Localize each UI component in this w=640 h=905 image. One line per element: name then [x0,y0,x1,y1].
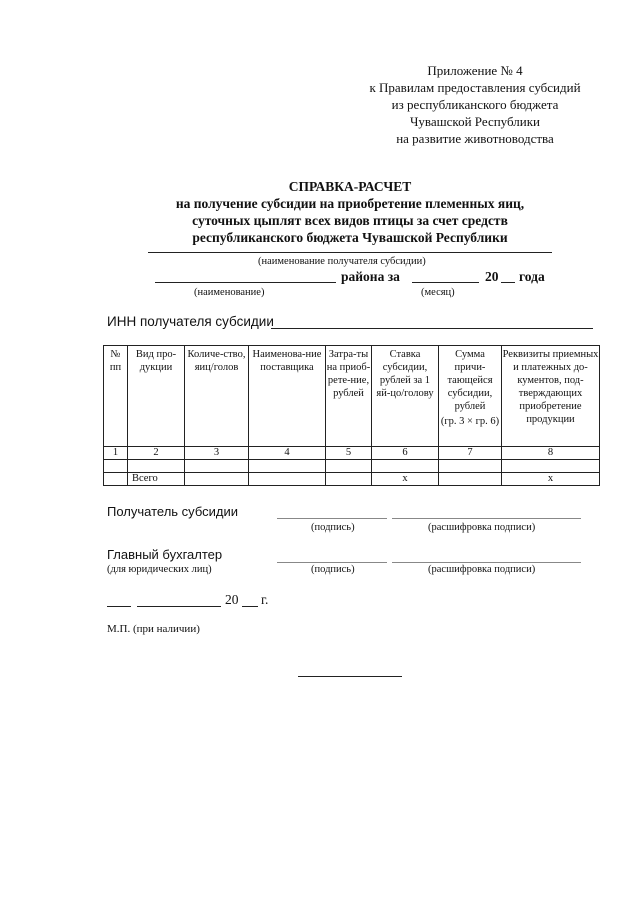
header-cell-rate: Ставка субсидии, рублей за 1 яй-цо/голову [372,346,439,447]
table-total-row [104,473,600,486]
header-cell-requisites: Реквизиты приемных и платежных до-кументов, под-тверждающих приобретение продукции [502,346,600,447]
table-cell [249,460,326,473]
accountant-signature-caption: (подпись) [311,564,355,575]
year-line [501,282,515,283]
inn-label: ИНН получателя субсидии [107,314,274,329]
month-line [412,282,479,283]
district-name-caption: (наименование) [194,287,265,298]
recipient-decode-line [392,518,581,519]
table-row [104,460,600,473]
district-name-line [155,282,336,283]
table-cell [185,473,249,486]
header-cell-quantity: Количе-ство, яиц/голов [185,346,249,447]
column-number-cell: 1 [104,447,128,460]
district-month-caption: (месяц) [421,287,455,298]
table-cell [104,460,128,473]
district-rayon-label: района за [341,269,400,284]
accountant-note: (для юридических лиц) [107,564,212,575]
recipient-name-line [148,252,552,253]
header-cell-number: № пп [104,346,128,447]
appendix-header [340,62,610,147]
accountant-decode-caption: (расшифровка подписи) [428,564,536,575]
appendix-line: на развитие животноводства [396,131,554,146]
header-cell-product: Вид про-дукции [128,346,185,447]
column-number-cell: 7 [439,447,502,460]
header-amount-text: Сумма причи-тающейся субсидии, рублей [447,349,493,412]
x-mark: x [502,473,600,486]
table-cell [372,460,439,473]
recipient-signature-label: Получатель субсидии [107,504,238,519]
table-number-row [104,447,600,460]
title-heading: СПРАВКА-РАСЧЕТ [288,179,412,194]
recipient-name-caption: (наименование получателя субсидии) [258,256,426,267]
table-header-row [104,346,600,447]
table-cell [249,473,326,486]
date-year-line [242,606,258,607]
document-end-line [298,676,402,677]
accountant-decode-line [392,562,581,563]
table-cell [128,460,185,473]
recipient-decode-caption: (расшифровка подписи) [428,522,536,533]
document-title [100,178,600,246]
table-cell [326,460,372,473]
accountant-signature-line [277,562,387,563]
table-cell [439,460,502,473]
title-line: на получение субсидии на приобретение племенных яиц, [175,196,525,211]
recipient-signature-line [277,518,387,519]
recipient-signature-caption: (подпись) [311,522,355,533]
district-year-suffix: года [519,269,545,284]
title-line: суточных цыплят всех видов птицы за счет средств [192,213,508,228]
date-day-line [107,606,131,607]
inn-line [271,328,593,329]
column-number-cell: 3 [185,447,249,460]
column-number-cell: 2 [128,447,185,460]
table-cell [439,473,502,486]
appendix-line: Чувашской Республики [409,114,541,129]
date-year-suffix: г. [261,592,269,607]
header-amount-note: (гр. 3 × гр. 6) [440,416,500,427]
table-cell [185,460,249,473]
table-cell [502,460,600,473]
column-number-cell: 5 [326,447,372,460]
accountant-signature-label: Главный бухгалтер [107,547,223,562]
district-year-prefix: 20 [485,269,499,284]
header-cell-amount [439,346,502,447]
header-cell-supplier: Наименова-ние поставщика [249,346,326,447]
table-cell [326,473,372,486]
date-year-prefix: 20 [225,592,239,607]
header-cell-costs: Затра-ты на приоб-рете-ние, рублей [326,346,372,447]
date-month-line [137,606,221,607]
total-label: Всего [128,473,185,486]
appendix-line: из республиканского бюджета [391,97,559,112]
appendix-line: к Правилам предоставления субсидий [369,80,581,95]
column-number-cell: 6 [372,447,439,460]
appendix-line: Приложение № 4 [427,63,523,78]
column-number-cell: 4 [249,447,326,460]
x-mark: x [372,473,439,486]
column-number-cell: 8 [502,447,600,460]
calculation-table [103,345,600,486]
title-line: республиканского бюджета Чувашской Республики [192,230,508,245]
table-cell [104,473,128,486]
stamp-note: М.П. (при наличии) [107,623,200,635]
